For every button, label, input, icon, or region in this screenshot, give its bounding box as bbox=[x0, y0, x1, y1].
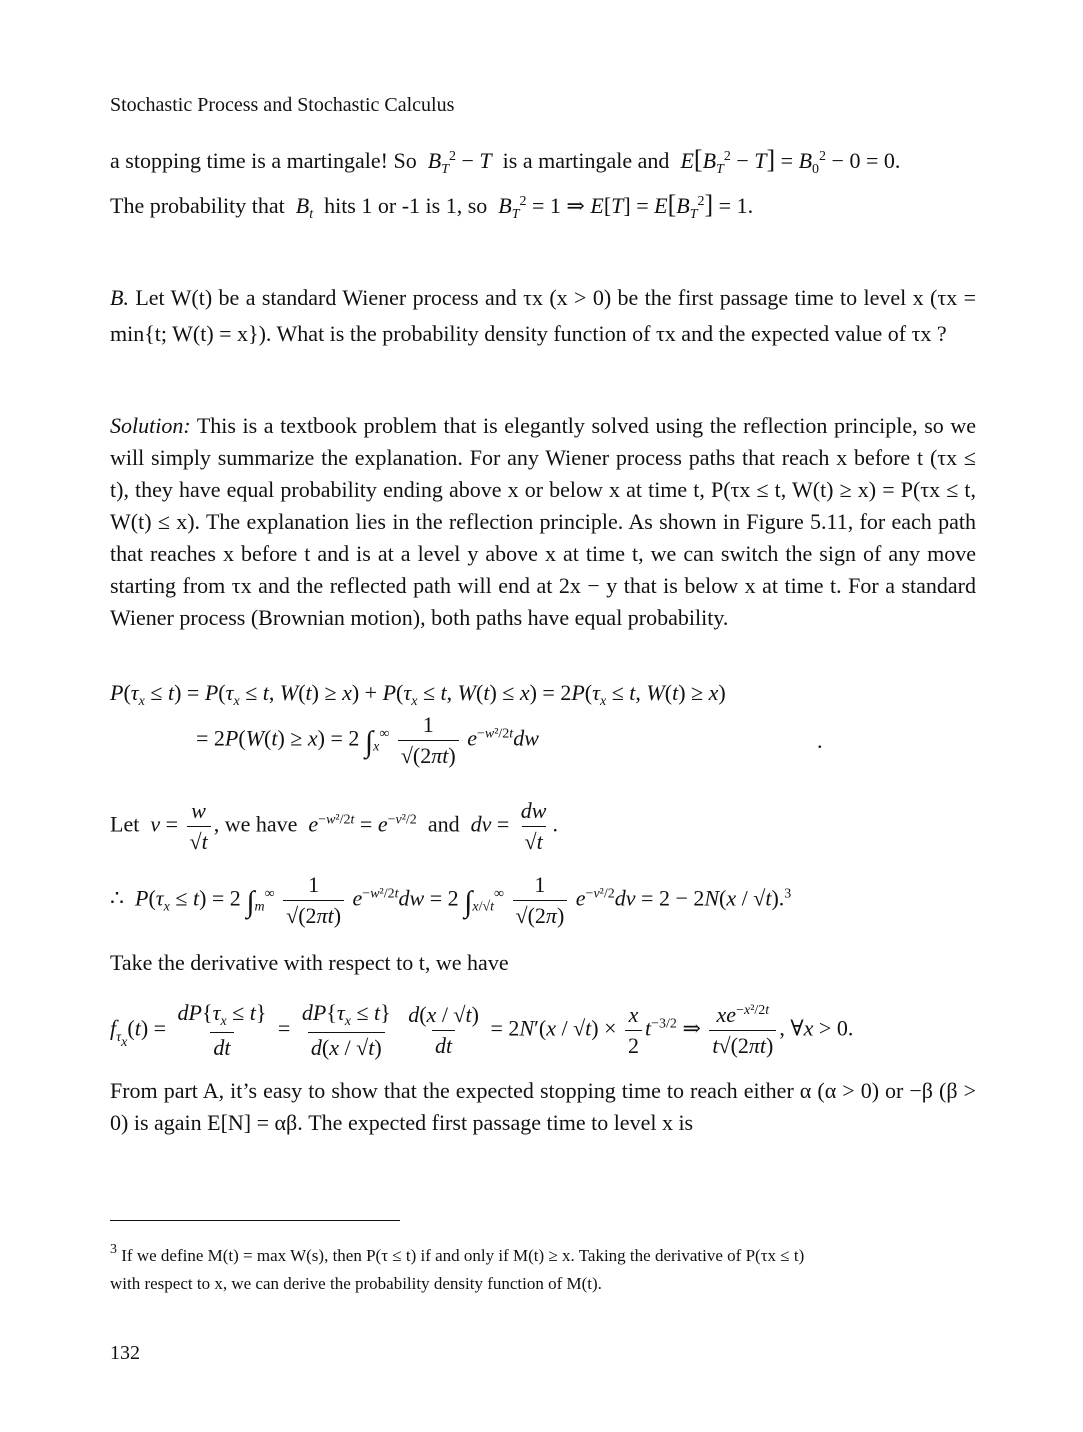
intro-line-1: a stopping time is a martingale! So $B_T^2 - T$ is a martingale and $E[B_T^2 - T] = B_0^2 - 0 = 0$. bbox=[110, 145, 901, 177]
solution-paragraph bbox=[110, 410, 976, 634]
intro-text-2b: hits 1 or -1 is 1, so bbox=[324, 193, 488, 218]
solution-label: Solution: bbox=[110, 413, 191, 438]
therefore-equation: ∴ $P(\tau_x \le t) = 2$ $\int_m^\infty$ $\frac{1}{√(2\pi t)}$ $e^{-w^2/2t}dw = 2$ $\int_{x/√t}^\infty$ $\frac{1}{√(2\pi)}$ $e^{-v^2/2}dv = 2 - 2N(x / √t).^3$ bbox=[110, 872, 792, 928]
footnote-line-2: with respect to x, we can derive the probability density function of M(t). bbox=[110, 1274, 602, 1293]
footnote-rule bbox=[110, 1220, 400, 1221]
substitution-line: Let v = $\frac{w}{√t}$ , we have $e^{-w^2/2t} = e^{-v^2/2}$ and dv = $\frac{dw}{√t}$ . bbox=[110, 798, 558, 854]
intro-text-2: The probability that bbox=[110, 193, 285, 218]
equation-1-line-2: = 2P(W(t) ≥ x) = 2 $\int_x^\infty$ $\frac{1}{√(2\pi t)}$ $e^{-w^2/2t}dw$ bbox=[196, 712, 539, 768]
page-number: 132 bbox=[110, 1342, 140, 1364]
equation-end-dot: . bbox=[817, 728, 823, 753]
running-header: Stochastic Process and Stochastic Calculus bbox=[110, 94, 455, 116]
density-equation: $f_{\tau_x}(t)$ = $\frac{dP\{\tau_x \le t\}}{dt}$ = $\frac{dP\{\tau_x \le t\}}{d(x / √t)}$ $\frac{d(x / √t)}{dt}$ = 2N′(x / √t) × $\frac{x}{2}$ $t^{-3/2}$ ⇒ $\frac{xe^{-x^2/2t}}{t√(2\pi t)}$ , ∀x > 0. bbox=[110, 1000, 854, 1060]
problem-b-text: Let W(t) be a standard Wiener process and τx (x > 0) be the first passage time to level x (τx = min{t; W(t) = x}). What is the probability density function of τx and the expected value of τx ? bbox=[110, 285, 976, 346]
footnote-marker: 3 bbox=[110, 1242, 117, 1257]
footnote bbox=[110, 1236, 976, 1298]
solution-text: This is a textbook problem that is elegantly solved using the reflection principle, so we will simply summarize the explanation. For any Wiener process paths that reach x before t (τx ≤ t), they have equal probability ending above x or below x at time t, P(τx ≤ t, W(t) ≥ x) = P(τx ≤ t, W(t) ≤ x). The explanation lies in the reflection principle. As shown in Figure 5.11, for each path that reaches x before t and is at a level y above x at time t, we can switch the sign of any move starting from τx and the reflected path will end at 2x − y that is below x at time t. For a standard Wiener process (Brownian motion), both paths have equal probability. bbox=[110, 413, 977, 630]
derivative-intro: Take the derivative with respect to t, we have bbox=[110, 950, 509, 975]
intro-line-2: The probability that $B_t$ hits 1 or -1 is 1, so $B_T^2 = 1$ ⇒ $E[T] = E[B_T^2] = 1$. bbox=[110, 190, 754, 222]
and-word: and bbox=[427, 811, 460, 837]
let-word: Let bbox=[110, 811, 140, 837]
we-have-text: , we have bbox=[213, 811, 298, 837]
equation-1-line-1: $P(\tau_x \le t) = P(\tau_x \le t$, $W(t) \ge x) + P(\tau_x \le t$, $W(t) \le x) = 2P(\tau_x \le t$, W(t) ≥ x) bbox=[110, 680, 726, 709]
footnote-line-1: If we define M(t) = max W(s), then P(τ ≤ t) if and only if M(t) ≥ x. Taking the derivative of P(τx ≤ t) bbox=[121, 1246, 805, 1265]
problem-b bbox=[110, 280, 976, 352]
closing-paragraph: From part A, it’s easy to show that the expected stopping time to reach either α (α > 0) or −β (β > 0) is again E[N] = αβ. The expected first passage time to level x is bbox=[110, 1078, 976, 1135]
problem-b-label: B. bbox=[110, 285, 129, 310]
intro-text-1: a stopping time is a martingale! So bbox=[110, 148, 417, 173]
intro-text-1b: is a martingale and bbox=[502, 148, 670, 173]
